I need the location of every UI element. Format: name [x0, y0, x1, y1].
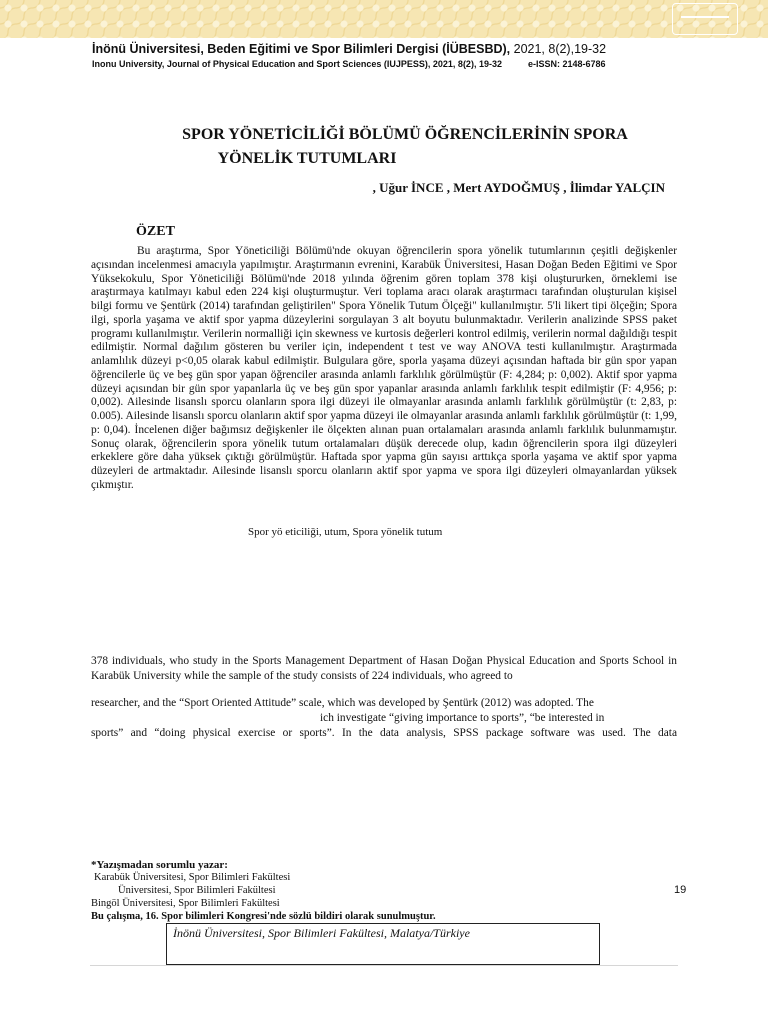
eissn: e-ISSN: 2148-6786	[527, 59, 606, 69]
affiliation-2: Üniversitesi, Spor Bilimleri Fakültesi	[118, 885, 276, 896]
affiliation-box-text: İnönü Üniversitesi, Spor Bilimleri Fakültesi, Malatya/Türkiye	[173, 926, 470, 940]
author-list: , Uğur İNCE , Mert AYDOĞMUŞ , İlimdar YALÇIN	[372, 180, 665, 195]
keywords: Spor yö eticiliği, utum, Spora yönelik tutum	[248, 526, 443, 538]
journal-name-tr: İnönü Üniversitesi, Beden Eğitimi ve Spor Bilimleri Dergisi (İÜBESBD),	[92, 42, 511, 56]
abstract-en-fragment-1: 378 individuals, who study in the Sports Management Department of Hasan Doğan Physical Education and Sports School in Karabük University while the sample of the study consists of 224 individuals, who agreed to	[91, 655, 677, 682]
footer-divider	[90, 965, 678, 966]
ozet-heading: ÖZET	[136, 224, 175, 239]
article-title-line1: SPOR YÖNETİCİLİĞİ BÖLÜMÜ ÖĞRENCİLERİNİN SPORA	[182, 126, 628, 143]
abstract-en-fragment-3: ich investigate “giving importance to sports”, “be interested in	[320, 712, 605, 724]
congress-note: Bu çalışma, 16. Spor bilimleri Kongresi'nde sözlü bildiri olarak sunulmuştur.	[91, 911, 436, 922]
abstract-en-fragment-2: researcher, and the “Sport Oriented Attitude” scale, which was developed by Şentürk (2012) was adopted. The	[91, 697, 594, 709]
journal-reference-tr: 2021, 8(2),19-32	[510, 42, 607, 56]
article-title-line2: YÖNELİK TUTUMLARI	[217, 150, 397, 167]
affiliation-box	[166, 923, 600, 965]
decorative-header-band	[0, 0, 768, 38]
abstract-en-fragment-4: sports” and “doing physical exercise or sports”. In the data analysis, SPSS package software was used. The data	[91, 727, 677, 739]
journal-title-tr	[92, 42, 606, 56]
journal-title-en	[92, 59, 606, 69]
page-number: 19	[674, 884, 687, 896]
affiliation-1: Karabük Üniversitesi, Spor Bilimleri Fakültesi	[94, 872, 291, 883]
journal-logo-icon	[672, 3, 738, 35]
journal-name-en: Inonu University, Journal of Physical Education and Sport Sciences (IUJPESS), 2021, 8(2), 19-32	[92, 59, 502, 69]
affiliation-3: Bingöl Üniversitesi, Spor Bilimleri Fakültesi	[91, 898, 280, 909]
corresponding-author-heading: *Yazışmadan sorumlu yazar:	[91, 859, 228, 871]
ozet-body: Bu araştırma, Spor Yöneticiliği Bölümü'nde okuyan öğrencilerin spora yönelik tutumlarının çeşitli değişkenler açısından incelenmesi amacıyla yapılmıştır. Araştırmanın evrenini, Karabük Üniversitesi, Hasan Doğan Beden Eğitimi ve Spor Yüksekokulu, Spor Yöneticiliği Bölümü'nde 2018 yılında öğrenim gören toplam 378 kişi oluştururken, örneklemi ise araştırmaya katılmayı kabul eden 224 kişi oluşturmuştur. Veri toplama aracı olarak araştırmacı tarafından oluşturulan kişisel bilgi formu ve Şentürk (2014) tarafından geliştirilen" Spora Yönelik Tutum Ölçeği" kullanılmıştır. 5'li likert tipi ölçeğin; Spora ilgi, sporla yaşama ve aktif spor yapma düzeylerini sorgulayan 3 alt boyutu bulunmaktadır. Verilerin analizinde SPSS paket programı kullanılmıştır. Verilerin normalliği için skewness ve kurtosis değerleri kontrol edilmiş, verilerin normal dağıldığı tespit edilmiştir. Normal dağılım gösteren bu veriler için, independent t test ve way ANOVA testi kullanılmıştır. Araştırmada anlamlılık düzeyi p<0,05 olarak kabul edilmiştir. Bulgulara göre, sporla yaşama düzeyi açısından haftada bir gün spor yapan öğrencilerle üç ve beş gün spor yapan öğrenciler arasında anlamlı farklılık görülmüştür (F: 4,284; p: 0,002). Aktif spor yapma düzeyi açısından bir gün spor yapanlarla üç ve beş gün spor yapanlar arasında anlamlı farklılık tespit edilmiştir (F: 4,956; p: 0,002). Ailesinde lisanslı sporcu olanların spora ilgi düzeyi ile olmayanlar arasında anlamlı farklılık görülmüştür (t: 2,83, p: 0.005). Ailesinde lisanslı sporcu olanların aktif spor yapma düzeyi ile olmayanlar arasında anlamlı farklılık görülmüştür (t: 1,99, p: 0,04). İncelenen diğer bağımsız değişkenler ile ölçekten alınan puan ortalamaları arasında anlamlı farklılık bulunmamıştır. Sonuç olarak, öğrencilerin spora yönelik tutum ortalamaları düşük derecede olup, kadın öğrencilerin spora ilgi düzeyleri erkeklere göre daha yüksek çıktığı görülmüştür. Haftada spor yapma gün sayısı arttıkça sporla yaşama ve aktif spor yapma düzeyleri de artmaktadır. Ailesinde lisanslı sporcu olanların aktif spor yapma ve spora ilgi düzeyleri olmayanlardan yüksek çıkmıştır.	[91, 245, 677, 491]
